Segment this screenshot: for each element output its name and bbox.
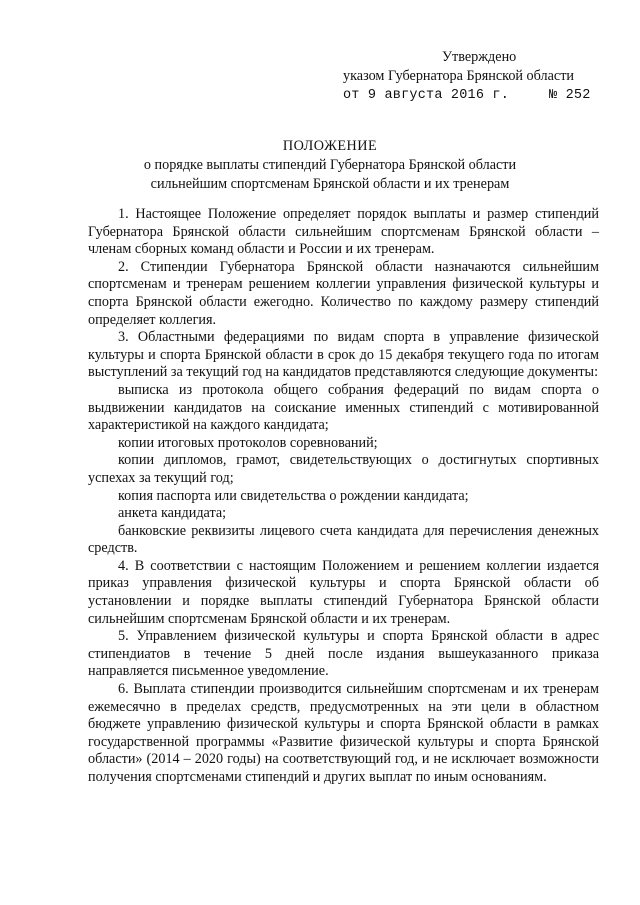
document-list-item-3: копии дипломов, грамот, свидетельствующих о достигнутых спортивных успехах за текущий год; xyxy=(88,452,599,486)
paragraph-2: 2. Стипендии Губернатора Брянской области назначаются сильнейшим спортсменам и тренерам решением коллегии управления физической культуры и спорта Брянской области ежегодно. Количество по каждому размеру стипендий определяет коллегия. xyxy=(88,258,599,328)
approval-block xyxy=(340,48,610,105)
document-body xyxy=(88,206,599,787)
paragraph-4: 4. В соответствии с настоящим Положением и решением коллегии издается приказ управления физической культуры и спорта Брянской области об установлении и порядке выплаты стипендий Губернатора Брянской области сильнейшим спортсменам Брянской области и их тренерам. xyxy=(88,557,599,627)
document-list-item-1: выписка из протокола общего собрания федераций по видам спорта о выдвижении кандидатов на соискание именных стипендий с мотивированной характеристикой на каждого кандидата; xyxy=(88,381,599,434)
document-list-item-4: копия паспорта или свидетельства о рождении кандидата; xyxy=(118,487,469,504)
approval-number: № 252 xyxy=(549,88,591,103)
approval-title: Утверждено xyxy=(442,49,517,65)
approval-date: от 9 августа 2016 г. xyxy=(343,88,510,103)
title-subtitle-line1: о порядке выплаты стипендий Губернатора Брянской области xyxy=(143,157,517,173)
document-title xyxy=(120,137,540,194)
document-list-item-2: копии итоговых протоколов соревнований; xyxy=(118,434,378,451)
title-subtitle-line2: сильнейшим спортсменам Брянской области и их тренерам xyxy=(150,176,510,192)
document-list-item-5: анкета кандидата; xyxy=(118,505,227,522)
document-list-item-6: банковские реквизиты лицевого счета кандидата для перечисления денежных средств. xyxy=(88,522,599,557)
title-heading: ПОЛОЖЕНИЕ xyxy=(282,138,378,154)
approval-authority: указом Губернатора Брянской области xyxy=(343,68,574,84)
paragraph-1: 1. Настоящее Положение определяет порядок выплаты и размер стипендий Губернатора Брянской области сильнейшим спортсменам Брянской области – членам сборных команд области и России и их тренерам. xyxy=(88,206,599,258)
paragraph-5: 5. Управлением физической культуры и спорта Брянской области в адрес стипендиатов в течение 5 дней после издания вышеуказанного приказа направляется письменное уведомление. xyxy=(88,628,599,680)
paragraph-3: 3. Областными федерациями по видам спорта в управление физической культуры и спорта Брянской области в срок до 15 декабря текущего года по итогам выступлений за текущий год на кандидатов представляются следующие документы: xyxy=(88,329,599,381)
paragraph-6: 6. Выплата стипендии производится сильнейшим спортсменам и их тренерам ежемесячно в пределах средств, предусмотренных на эти цели в областном бюджете управлению физической культуры и спорта Брянской области в рамках государственной программы «Развитие физической культуры и спорта Брянской области» (2014 – 2020 годы) на соответствующий год, и не исключает возможности получения спортсменами стипендий и других выплат по иным основаниям. xyxy=(88,681,599,785)
approval-date-number xyxy=(340,86,610,105)
